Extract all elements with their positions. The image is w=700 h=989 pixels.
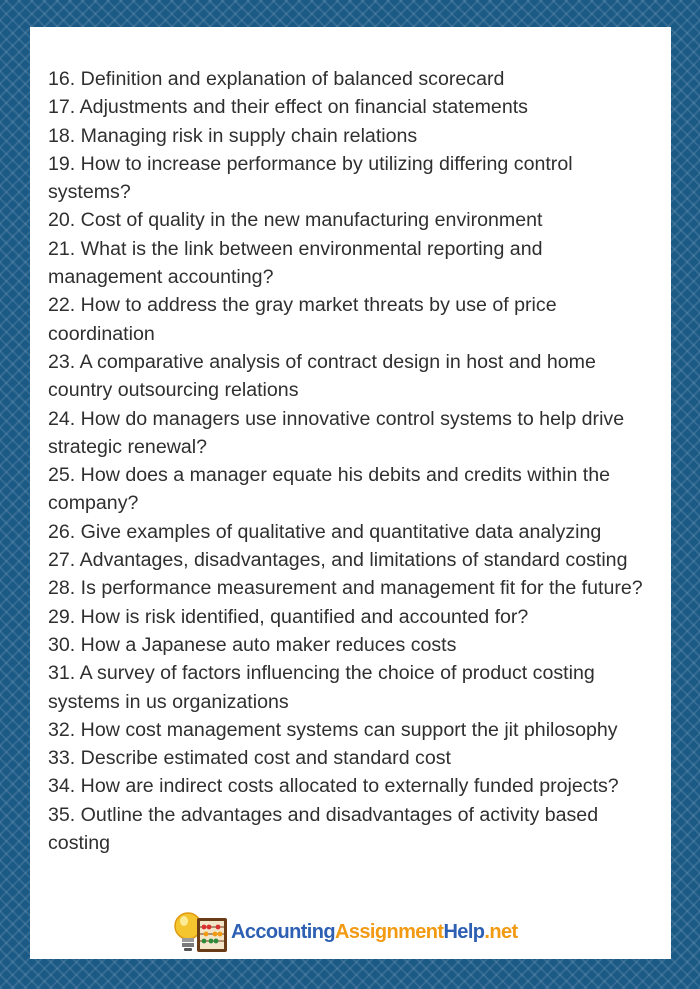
abacus-bulb-icon <box>171 909 229 955</box>
list-item: 34. How are indirect costs allocated to externally funded projects? <box>48 775 619 798</box>
list-item: 17. Adjustments and their effect on financial statements <box>48 96 528 119</box>
list-item: 32. How cost management systems can support the jit philosophy <box>48 718 618 741</box>
list-item: 21. What is the link between environmental reporting and management accounting? <box>48 237 543 289</box>
list-item: 22. How to address the gray market threats by use of price coordination <box>48 294 557 345</box>
list-item: 27. Advantages, disadvantages, and limitations of standard costing <box>48 549 628 572</box>
list-item: 24. How do managers use innovative control systems to help drive strategic renewal? <box>48 407 625 458</box>
list-item: 20. Cost of quality in the new manufacturing environment <box>48 209 543 232</box>
list-item: 30. How a Japanese auto maker reduces costs <box>48 633 457 656</box>
list-item: 23. A comparative analysis of contract design in host and home country outsourcing relations <box>48 350 596 402</box>
list-item: 16. Definition and explanation of balanced scorecard <box>48 68 505 90</box>
list-item: 28. Is performance measurement and management fit for the future? <box>48 577 643 600</box>
list-item: 31. A survey of factors influencing the choice of product costing systems in us organizations <box>48 662 595 713</box>
list-item: 26. Give examples of qualitative and quantitative data analyzing <box>48 520 602 543</box>
topic-list <box>48 65 660 857</box>
list-item: 19. How to increase performance by utilizing differing control systems? <box>48 152 573 204</box>
site-logo[interactable] <box>171 910 518 954</box>
logo-text: AccountingAssignmentHelp.net <box>231 921 518 943</box>
list-item: 18. Managing risk in supply chain relations <box>48 124 418 147</box>
list-item: 25. How does a manager equate his debits and credits within the company? <box>48 464 611 515</box>
list-item: 33. Describe estimated cost and standard cost <box>48 747 451 770</box>
list-item: 29. How is risk identified, quantified and accounted for? <box>48 605 529 628</box>
list-item: 35. Outline the advantages and disadvantages of activity based costing <box>48 803 599 855</box>
content-card <box>30 27 671 959</box>
